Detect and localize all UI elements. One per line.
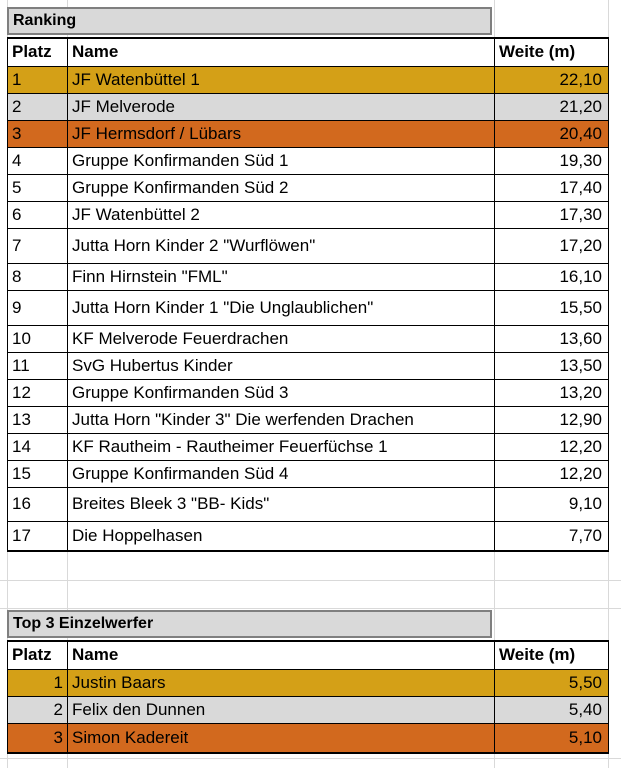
table-row xyxy=(8,696,609,723)
name-cell: JF Melverode xyxy=(68,93,495,120)
name-cell: Gruppe Konfirmanden Süd 2 xyxy=(68,174,495,201)
header-weite: Weite (m) xyxy=(495,641,609,669)
name-cell: SvG Hubertus Kinder xyxy=(68,352,495,379)
platz-cell: 7 xyxy=(8,228,68,263)
name-cell: KF Melverode Feuerdrachen xyxy=(68,325,495,352)
name-cell: Jutta Horn Kinder 2 "Wurflöwen" xyxy=(68,228,495,263)
name-cell: Gruppe Konfirmanden Süd 4 xyxy=(68,460,495,487)
top3-title: Top 3 Einzelwerfer xyxy=(7,610,492,638)
name-cell: Gruppe Konfirmanden Süd 1 xyxy=(68,147,495,174)
table-row xyxy=(8,433,609,460)
platz-cell: 16 xyxy=(8,487,68,521)
weite-cell: 5,50 xyxy=(495,669,609,696)
platz-cell: 15 xyxy=(8,460,68,487)
weite-cell: 13,60 xyxy=(495,325,609,352)
header-platz: Platz xyxy=(8,38,68,66)
table-row xyxy=(8,379,609,406)
table-row xyxy=(8,174,609,201)
weite-cell: 17,30 xyxy=(495,201,609,228)
header-weite: Weite (m) xyxy=(495,38,609,66)
weite-cell: 22,10 xyxy=(495,66,609,93)
table-row xyxy=(8,228,609,263)
table-row xyxy=(8,460,609,487)
table-row xyxy=(8,290,609,325)
platz-cell: 2 xyxy=(8,93,68,120)
name-cell: JF Watenbüttel 2 xyxy=(68,201,495,228)
weite-cell: 13,20 xyxy=(495,379,609,406)
table-row xyxy=(8,521,609,551)
weite-cell: 5,40 xyxy=(495,696,609,723)
platz-cell: 10 xyxy=(8,325,68,352)
name-cell: Jutta Horn Kinder 1 "Die Unglaublichen" xyxy=(68,290,495,325)
weite-cell: 9,10 xyxy=(495,487,609,521)
weite-cell: 12,20 xyxy=(495,460,609,487)
top3-table xyxy=(7,640,609,754)
platz-cell: 1 xyxy=(8,669,68,696)
table-row xyxy=(8,723,609,753)
weite-cell: 17,40 xyxy=(495,174,609,201)
table-row xyxy=(8,406,609,433)
header-name: Name xyxy=(68,38,495,66)
platz-cell: 17 xyxy=(8,521,68,551)
platz-cell: 11 xyxy=(8,352,68,379)
ranking-title: Ranking xyxy=(7,7,492,35)
platz-cell: 1 xyxy=(8,66,68,93)
name-cell: Finn Hirnstein "FML" xyxy=(68,263,495,290)
name-cell: Justin Baars xyxy=(68,669,495,696)
platz-cell: 12 xyxy=(8,379,68,406)
platz-cell: 3 xyxy=(8,723,68,753)
name-cell: Die Hoppelhasen xyxy=(68,521,495,551)
table-row xyxy=(8,66,609,93)
platz-cell: 4 xyxy=(8,147,68,174)
name-cell: Simon Kadereit xyxy=(68,723,495,753)
ranking-table xyxy=(7,37,609,552)
weite-cell: 20,40 xyxy=(495,120,609,147)
table-row xyxy=(8,201,609,228)
table-row xyxy=(8,263,609,290)
name-cell: Jutta Horn "Kinder 3" Die werfenden Drachen xyxy=(68,406,495,433)
weite-cell: 17,20 xyxy=(495,228,609,263)
weite-cell: 16,10 xyxy=(495,263,609,290)
weite-cell: 13,50 xyxy=(495,352,609,379)
ranking-header-row xyxy=(8,38,609,66)
weite-cell: 19,30 xyxy=(495,147,609,174)
table-row xyxy=(8,487,609,521)
table-row xyxy=(8,147,609,174)
table-row xyxy=(8,352,609,379)
platz-cell: 9 xyxy=(8,290,68,325)
table-row xyxy=(8,669,609,696)
platz-cell: 14 xyxy=(8,433,68,460)
name-cell: Breites Bleek 3 "BB- Kids" xyxy=(68,487,495,521)
table-row xyxy=(8,325,609,352)
name-cell: Felix den Dunnen xyxy=(68,696,495,723)
platz-cell: 6 xyxy=(8,201,68,228)
name-cell: JF Watenbüttel 1 xyxy=(68,66,495,93)
table-row xyxy=(8,93,609,120)
platz-cell: 2 xyxy=(8,696,68,723)
weite-cell: 12,20 xyxy=(495,433,609,460)
platz-cell: 13 xyxy=(8,406,68,433)
name-cell: KF Rautheim - Rautheimer Feuerfüchse 1 xyxy=(68,433,495,460)
header-platz: Platz xyxy=(8,641,68,669)
weite-cell: 15,50 xyxy=(495,290,609,325)
platz-cell: 3 xyxy=(8,120,68,147)
weite-cell: 5,10 xyxy=(495,723,609,753)
weite-cell: 7,70 xyxy=(495,521,609,551)
weite-cell: 12,90 xyxy=(495,406,609,433)
top3-header-row xyxy=(8,641,609,669)
header-name: Name xyxy=(68,641,495,669)
platz-cell: 8 xyxy=(8,263,68,290)
table-row xyxy=(8,120,609,147)
name-cell: Gruppe Konfirmanden Süd 3 xyxy=(68,379,495,406)
name-cell: JF Hermsdorf / Lübars xyxy=(68,120,495,147)
weite-cell: 21,20 xyxy=(495,93,609,120)
platz-cell: 5 xyxy=(8,174,68,201)
